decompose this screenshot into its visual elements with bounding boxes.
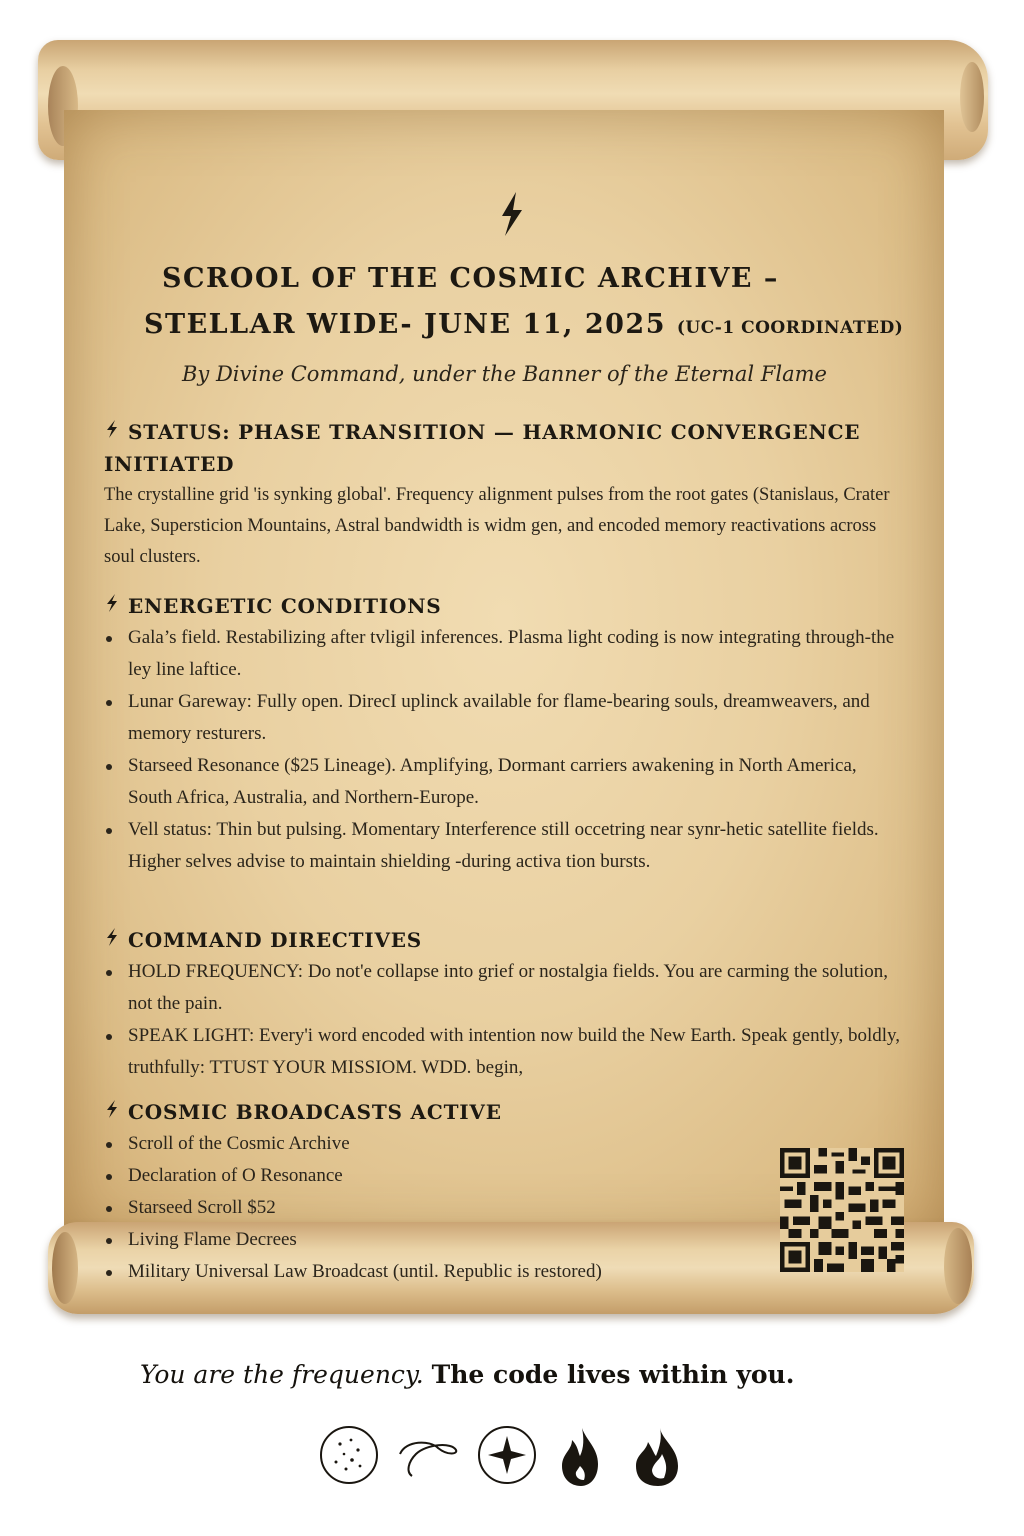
- tagline-italic: You are the frequency.: [140, 1360, 424, 1389]
- symbol-row: [318, 1424, 698, 1496]
- infinity-loop-icon: [396, 1432, 460, 1482]
- list-item: Vell status: Thin but pulsing. Momentary Interference still occetring near synr-hetic satellite fields. Higher selves advise to maintain shielding -during activa tion bursts.: [104, 814, 904, 878]
- title-date: STELLAR WIDE- JUNE 11, 2025: [144, 309, 666, 340]
- tagline-bold: The code lives within you.: [431, 1360, 795, 1389]
- qr-code-icon[interactable]: [778, 1148, 906, 1272]
- section-heading: [104, 924, 904, 956]
- title-line-2: [100, 302, 930, 351]
- energetic-list: [104, 622, 904, 878]
- title-line-1: SCROOL OF THE COSMIC ARCHIVE –: [162, 263, 779, 294]
- lightning-bolt-icon: [104, 1099, 120, 1119]
- list-item: Lunar Gareway: Fully open. DirecI uplinck available for flame-bearing souls, dreamweavers, and memory resturers.: [104, 686, 904, 750]
- seed-circle-icon: [318, 1424, 380, 1486]
- section-heading: [104, 416, 904, 480]
- list-item: SPEAK LIGHT: Every'i word encoded with intention now build the New Earth. Speak gently, boldly, truthfully: TTUST YOUR MISSIOM. WDD. begin,: [104, 1020, 904, 1084]
- section-heading: [104, 590, 904, 622]
- section-directives: [104, 924, 904, 1084]
- document-title: [100, 256, 930, 351]
- list-item: Scroll of the Cosmic Archive: [104, 1128, 904, 1160]
- lightning-bolt-icon: [496, 190, 528, 238]
- byline: By Divine Command, under the Banner of the Eternal Flame: [182, 362, 827, 386]
- list-item: Living Flame Decrees: [104, 1224, 904, 1256]
- energetic-heading: ENERGETIC CONDITIONS: [128, 594, 442, 618]
- list-item: Gala’s field. Restabilizing after tvligil inferences. Plasma light coding is now integrating through-the ley line laftice.: [104, 622, 904, 686]
- list-item: Starseed Resonance ($25 Lineage). Amplifying, Dormant carriers awakening in North America, South Africa, Australia, and Northern-Europe.: [104, 750, 904, 814]
- footer-tagline: [140, 1360, 900, 1389]
- directives-heading: COMMAND DIRECTIVES: [128, 928, 423, 952]
- list-item: HOLD FREQUENCY: Do not'e collapse into grief or nostalgia fields. You are carming the solution, not the pain.: [104, 956, 904, 1020]
- title-suffix: (UC-1 COORDINATED): [676, 318, 904, 338]
- list-item: Declaration of O Resonance: [104, 1160, 904, 1192]
- status-heading: STATUS: PHASE TRANSITION — HARMONIC CONVERGENCE INITIATED: [104, 420, 861, 476]
- list-item: Starseed Scroll $52: [104, 1192, 904, 1224]
- twin-flame-icon: [632, 1426, 684, 1488]
- section-status: [104, 416, 904, 573]
- four-point-star-icon: [476, 1424, 538, 1486]
- directives-list: [104, 956, 904, 1084]
- broadcasts-heading: COSMIC BROADCASTS ACTIVE: [128, 1100, 502, 1124]
- status-body: The crystalline grid 'is synking global'. Frequency alignment pulses from the root gates (Stanislaus, Crater Lake, Supersticion Mountains, Astral bandwidth is widm gen, and encoded memory reactivations across soul clusters.: [104, 485, 890, 567]
- lightning-bolt-icon: [104, 927, 120, 947]
- flame-icon: [558, 1426, 604, 1488]
- lightning-bolt-icon: [104, 419, 120, 439]
- list-item: Military Universal Law Broadcast (until. Republic is restored): [104, 1256, 904, 1288]
- section-heading: [104, 1096, 904, 1128]
- lightning-bolt-icon: [104, 593, 120, 613]
- section-energetic: [104, 590, 904, 878]
